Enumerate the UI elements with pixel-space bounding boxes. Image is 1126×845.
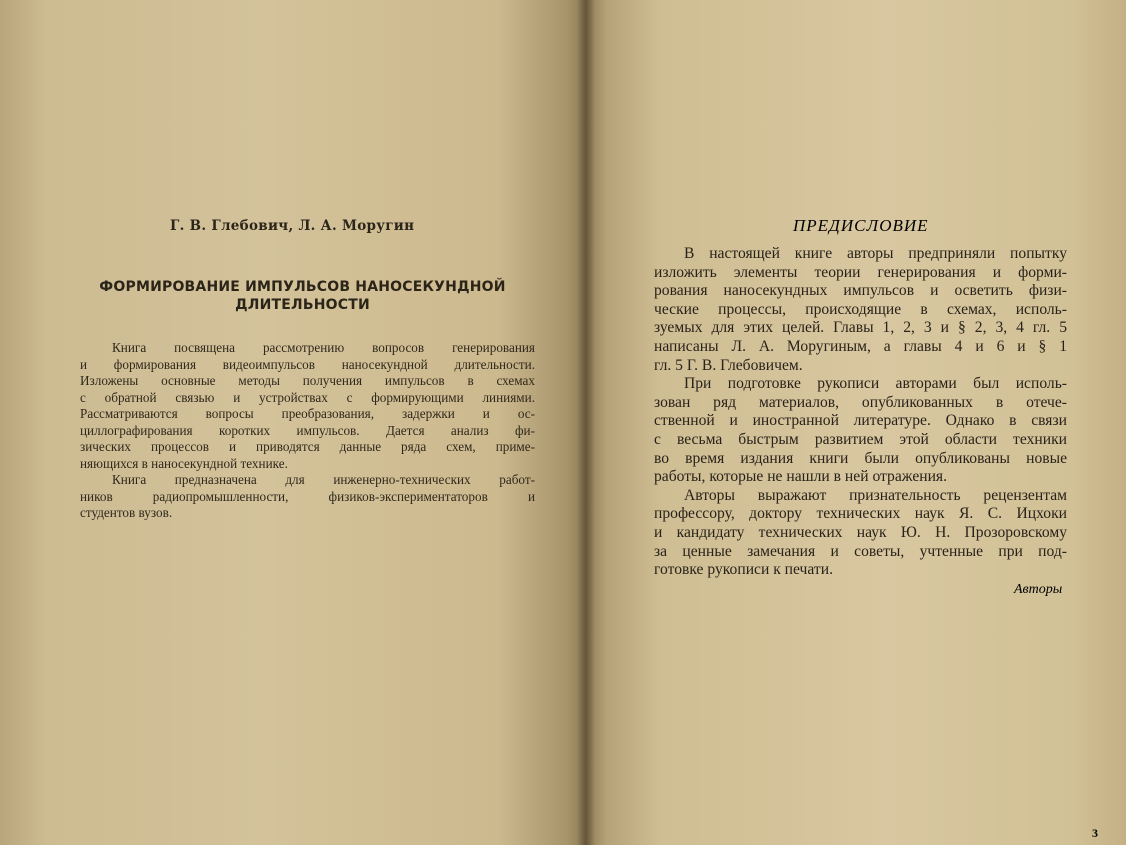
- book-gutter: [577, 0, 595, 845]
- foreword-line: ственной и иностранной литературе. Однако в связи: [654, 412, 1067, 430]
- foreword-line: за ценные замечания и советы, учтенные при под-: [654, 542, 1067, 560]
- foreword-line: рования наносекундных импульсов и осветить физи-: [654, 282, 1067, 300]
- foreword-heading: ПРЕДИСЛОВИЕ: [793, 216, 929, 235]
- foreword-text: [654, 245, 1067, 580]
- annotation-line: Изложены основные методы получения импульсов в схемах: [80, 373, 535, 388]
- book-title-line-2: ДЛИТЕЛЬНОСТИ: [235, 297, 370, 313]
- foreword-line: готовке рукописи к печати.: [654, 561, 833, 579]
- annotation-line: ников радиопромышленности, физиков-экспериментаторов и: [80, 488, 535, 504]
- page-number: 3: [1092, 826, 1098, 840]
- foreword-line: и кандидату технических наук Ю. Н. Прозоровскому: [654, 523, 1067, 541]
- foreword-line: во время издания книги были опубликованы новые: [654, 449, 1067, 467]
- foreword-line: профессору, доктору технических наук Я. С. Ицхоки: [654, 505, 1067, 523]
- foreword-line: зован ряд материалов, опубликованных в отече-: [654, 393, 1067, 411]
- annotation-line: Книга предназначена для инженерно-технических работ-: [112, 472, 535, 487]
- foreword-line: изложить элементы теории генерирования и форми-: [654, 263, 1067, 281]
- annotation-line: циллографирования коротких импульсов. Дается анализ фи-: [80, 422, 535, 438]
- annotation-line: и формирования видеоимпульсов наносекундной длительности.: [80, 356, 535, 372]
- annotation-line: студентов вузов.: [80, 505, 173, 520]
- foreword-signature: Авторы: [1014, 582, 1063, 597]
- annotation-line: Книга посвящена рассмотрению вопросов генерирования: [112, 340, 535, 355]
- foreword-line: ческие процессы, происходящие в схемах, исполь-: [654, 300, 1067, 318]
- foreword-line: зуемых для этих целей. Главы 1, 2, 3 и § 2, 3, 4 гл. 5: [654, 319, 1067, 337]
- authors-line: Г. В. Глебович, Л. А. Моругин: [170, 218, 415, 234]
- book-title: [90, 278, 515, 314]
- annotation-line: с обратной связью и устройствах с формирующими линиями.: [80, 389, 535, 405]
- foreword-line: В настоящей книге авторы предприняли попытку: [684, 245, 1067, 262]
- annotation-line: зических процессов и приводятся данные ряда схем, приме-: [80, 439, 535, 454]
- foreword-line: Авторы выражают признательность рецензентам: [684, 486, 1067, 504]
- annotation-line: Рассматриваются вопросы преобразования, задержки и ос-: [80, 406, 535, 421]
- book-annotation: [80, 340, 535, 522]
- foreword-line: гл. 5 Г. В. Глебовичем.: [654, 356, 803, 374]
- foreword-line: написаны Л. А. Моругиным, а главы 4 и 6 и § 1: [654, 337, 1067, 355]
- foreword-line: работы, которые не нашли в ней отражения.: [654, 468, 948, 486]
- foreword-line: с весьма быстрым развитием этой области техники: [654, 430, 1067, 448]
- annotation-line: няющихся в наносекундной технике.: [80, 455, 288, 471]
- foreword-line: При подготовке рукописи авторами был исполь-: [684, 375, 1067, 393]
- book-title-line-1: ФОРМИРОВАНИЕ ИМПУЛЬСОВ НАНОСЕКУНДНОЙ: [99, 279, 506, 295]
